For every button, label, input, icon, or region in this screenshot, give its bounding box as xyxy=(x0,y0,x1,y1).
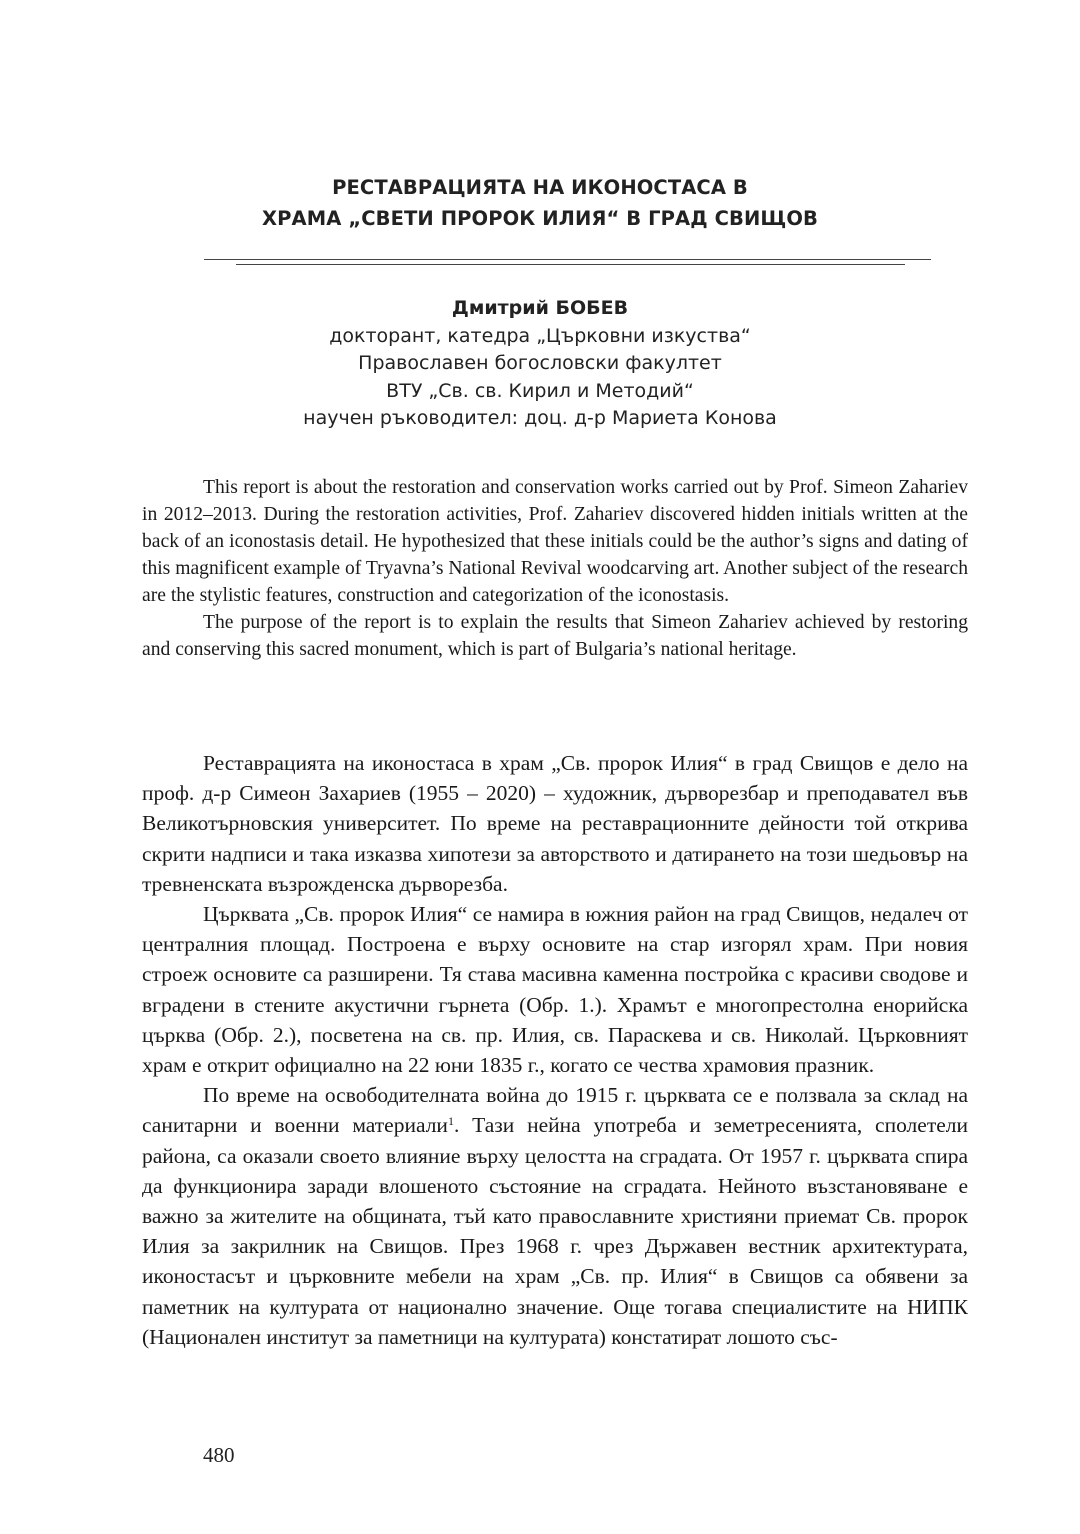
title-line-1: РЕСТАВРАЦИЯТА НА ИКОНОСТАСА В xyxy=(332,176,748,199)
page-number: 480 xyxy=(203,1443,235,1467)
title-line-2: ХРАМА „СВЕТИ ПРОРОК ИЛИЯ“ В ГРАД СВИЩОВ xyxy=(262,207,818,230)
author-position: докторант, катедра „Църковни изкуства“ xyxy=(329,324,751,347)
title-divider-bottom xyxy=(236,264,905,265)
body-paragraph-3-start: По време на освободителната война до 1915 г. църквата се е ползвала за склад на санитарни и военни материали xyxy=(142,1083,968,1138)
abstract-paragraph-2: The purpose of the report is to explain the results that Simeon Zahariev achieved by restoring and conserving this sacred monument, which is part of Bulgaria’s national heritage. xyxy=(142,612,968,660)
author-faculty: Православен богословски факултет xyxy=(358,352,722,374)
author-name: Дмитрий БОБЕВ xyxy=(451,297,629,319)
article-body xyxy=(142,748,968,1352)
body-paragraph-3 xyxy=(142,1080,968,1352)
abstract-paragraph-1: This report is about the restoration and conservation works carried out by Prof. Simeon Zahariev in 2012–2013. During the restoration activities, Prof. Zahariev discovered hidden initials written at the back of an iconostasis detail. He hypothesized that these initials could be the author’s signs and dating of this magnificent example of Tryavna’s National Revival woodcarving art. Another subject of the research are the stylistic features, construction and categorization of the iconostasis. xyxy=(142,477,968,606)
author-block xyxy=(0,295,1080,433)
article-title xyxy=(0,172,1080,234)
footnote-reference-1[interactable]: 1 xyxy=(447,1114,454,1129)
body-paragraph-2: Църквата „Св. пророк Илия“ се намира в южния район на град Свищов, недалеч от централния площад. Построена е върху основите на стар изгорял храм. При новия строеж основите са разширени. Тя става масивна каменна постройка с красиви сводове и вградени в стените акустични гърнета (Обр. 1.). Храмът е многопрестолна енорийска църква (Обр. 2.), посветена на св. пр. Илия, св. Параскева и св. Николай. Църковният храм е открит официално на 22 юни 1835 г., когато се чества храмовия празник. xyxy=(142,902,968,1078)
abstract xyxy=(142,474,968,663)
body-paragraph-1: Реставрацията на иконостаса в храм „Св. пророк Илия“ в град Свищов е дело на проф. д-р Симеон Захариев (1955 – 2020) – художник, дърворезбар и преподавател във Великотърновския университет. По време на реставрационните дейности той открива скрити надписи и така изказва хипотези за авторството и датирането на този шедьовър на тревненската възрожденска дърворезба. xyxy=(142,751,968,896)
author-university: ВТУ „Св. св. Кирил и Методий“ xyxy=(386,379,694,402)
author-supervisor: научен ръководител: доц. д-р Мариета Конова xyxy=(303,407,777,429)
title-divider-top xyxy=(204,259,931,260)
body-paragraph-3-end: . Тази нейна употреба и земетресенията, сполетели района, са оказали своето влияние върху целостта на сградата. От 1957 г. църквата спира да функционира заради влошеното състояние на сградата. Нейното възстановяване е важно за жителите на общината, тъй като православните християни приемат Св. пророк Илия за закрилник на Свищов. През 1968 г. чрез Държавен вестник архитектурата, иконостасът и църковните мебели на храм „Св. пр. Илия“ в Свищов са обявени за паметник на културата от национално значение. Още тогава специалистите на НИПК (Национален институт за паметници на културата) констатират лошото със- xyxy=(142,1113,969,1349)
